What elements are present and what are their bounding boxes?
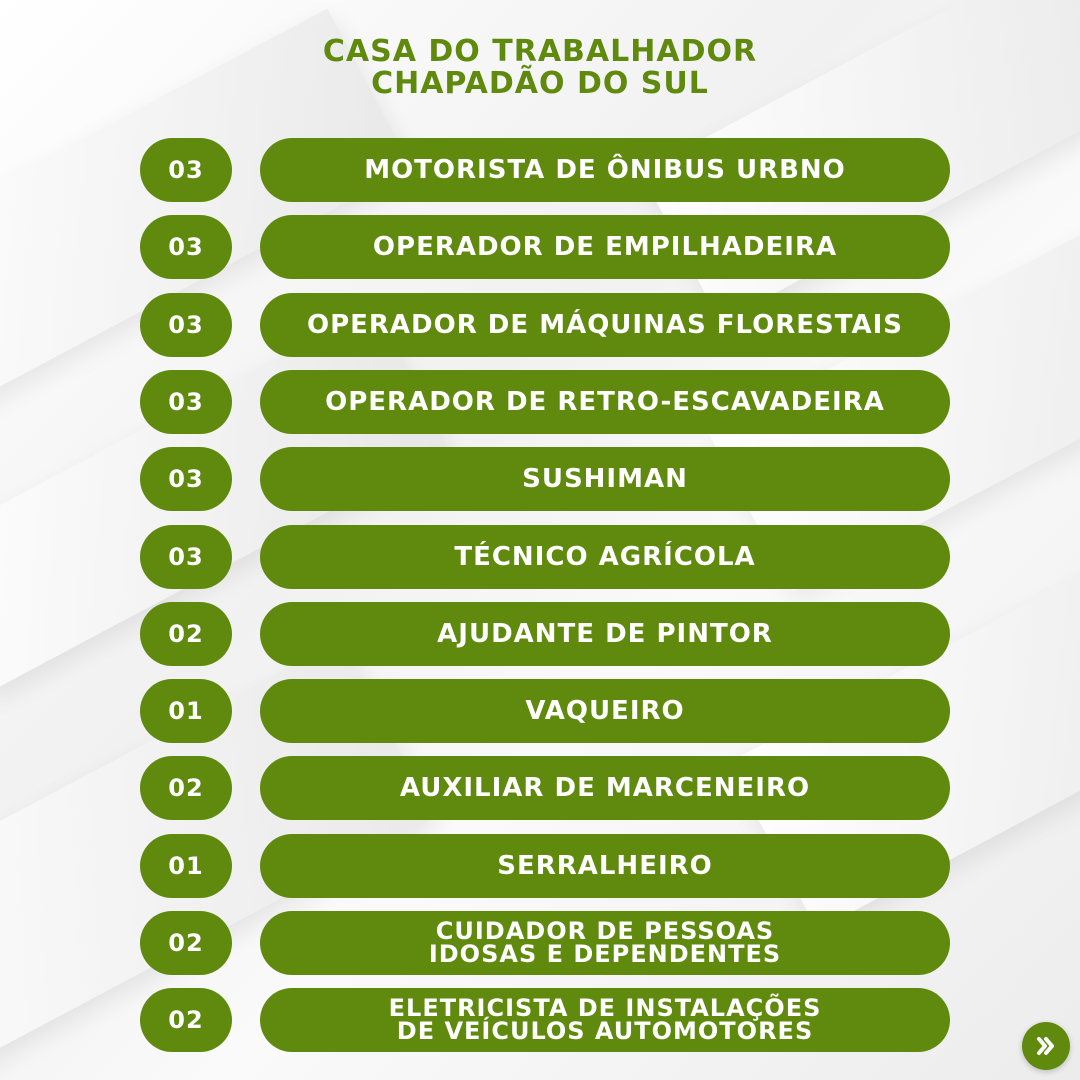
vacancy-count-badge: 03 — [140, 370, 232, 434]
job-title-lines — [364, 157, 846, 183]
list-item — [140, 215, 950, 279]
job-title-text: OPERADOR DE EMPILHADEIRA — [372, 232, 838, 263]
job-title-text: MOTORISTA DE ÔNIBUS URBNO — [364, 155, 846, 185]
list-item — [140, 911, 950, 975]
list-item — [140, 525, 950, 589]
job-title-lines — [372, 232, 838, 263]
job-title-lines — [399, 773, 811, 804]
page-title-line-2: CHAPADÃO DO SUL — [371, 66, 709, 101]
job-title-text: TÉCNICO AGRÍCOLA — [454, 541, 756, 572]
job-title-lines — [428, 917, 782, 968]
vacancy-count-badge: 02 — [140, 911, 232, 975]
page-title — [0, 36, 1080, 100]
job-title-text: AUXILIAR DE MARCENEIRO — [399, 773, 811, 804]
job-title-text: OPERADOR DE RETRO-ESCAVADEIRA — [325, 386, 885, 417]
job-title-text: DE VEÍCULOS AUTOMOTORES — [396, 1017, 814, 1046]
job-title-lines — [454, 541, 756, 572]
job-title-pill — [260, 988, 950, 1052]
list-item — [140, 834, 950, 898]
job-title-pill — [260, 525, 950, 589]
job-title-text: VAQUEIRO — [525, 696, 685, 727]
vacancy-count-badge: 03 — [140, 215, 232, 279]
list-item — [140, 988, 950, 1052]
job-title-pill — [260, 138, 950, 202]
job-title-pill — [260, 834, 950, 898]
vacancy-count-badge: 03 — [140, 447, 232, 511]
job-title-pill — [260, 215, 950, 279]
vacancy-count-badge: 03 — [140, 525, 232, 589]
job-title-text: OPERADOR DE MÁQUINAS FLORESTAIS — [306, 309, 903, 340]
job-title-text: ELETRICISTA DE INSTALAÇÕES — [388, 994, 822, 1023]
list-item — [140, 293, 950, 357]
job-title-lines — [497, 850, 713, 881]
job-title-lines — [525, 696, 685, 727]
vacancy-count-badge: 02 — [140, 602, 232, 666]
job-title-lines — [388, 994, 822, 1046]
vacancy-count-badge: 03 — [140, 293, 232, 357]
job-title-pill — [260, 756, 950, 820]
job-title-lines — [306, 309, 903, 340]
vacancy-count-badge: 03 — [140, 138, 232, 202]
job-title-pill — [260, 911, 950, 975]
job-title-text: AJUDANTE DE PINTOR — [437, 618, 773, 649]
vacancy-count-badge: 02 — [140, 988, 232, 1052]
job-title-lines — [522, 464, 688, 495]
list-item — [140, 447, 950, 511]
chevrons-right-icon — [1033, 1033, 1059, 1059]
job-title-pill — [260, 370, 950, 434]
list-item — [140, 138, 950, 202]
list-item — [140, 756, 950, 820]
next-button[interactable] — [1022, 1022, 1070, 1070]
job-title-text: SERRALHEIRO — [497, 850, 713, 881]
list-item — [140, 602, 950, 666]
vacancy-count-badge: 01 — [140, 679, 232, 743]
job-title-text: IDOSAS E DEPENDENTES — [428, 940, 782, 968]
list-item — [140, 370, 950, 434]
job-title-lines — [325, 386, 885, 417]
job-title-text: CUIDADOR DE PESSOAS — [435, 917, 775, 945]
vacancy-count-badge: 02 — [140, 756, 232, 820]
list-item — [140, 679, 950, 743]
job-title-pill — [260, 293, 950, 357]
job-title-lines — [437, 618, 773, 649]
page-title-line-1: CASA DO TRABALHADOR — [322, 34, 758, 69]
job-title-pill — [260, 447, 950, 511]
job-title-pill — [260, 679, 950, 743]
vacancy-count-badge: 01 — [140, 834, 232, 898]
job-title-pill — [260, 602, 950, 666]
job-title-text: SUSHIMAN — [522, 464, 688, 495]
